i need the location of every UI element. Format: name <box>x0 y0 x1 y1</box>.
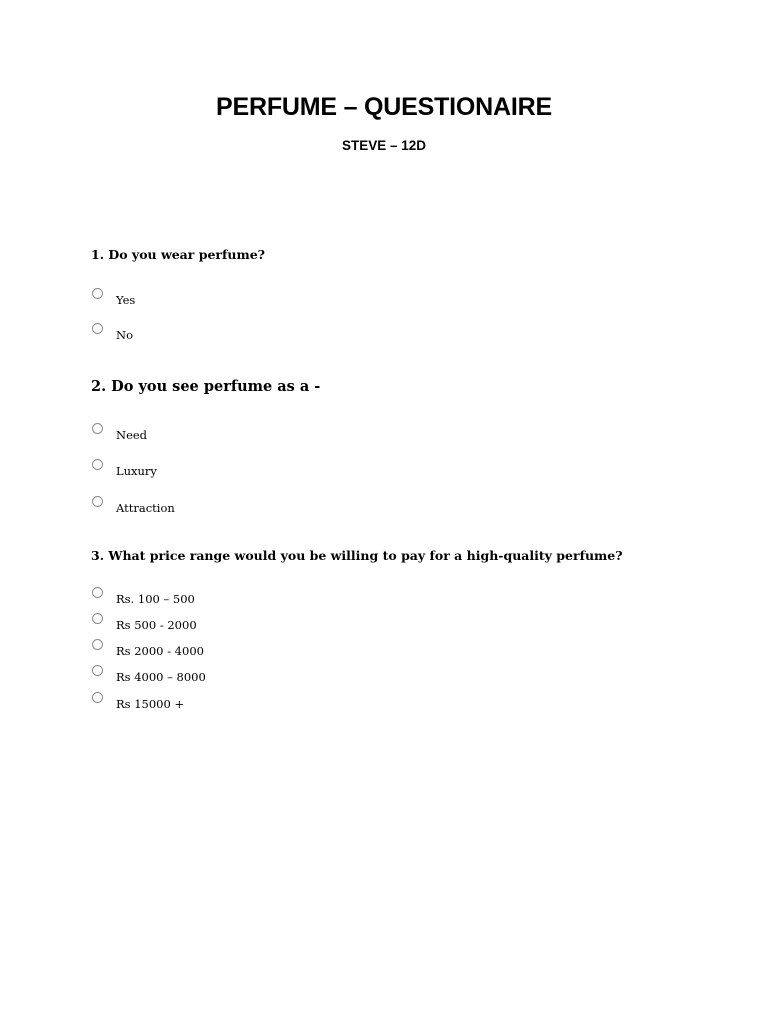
option-yes[interactable] <box>92 288 136 307</box>
option-need[interactable] <box>92 423 148 442</box>
option-label: Need <box>116 428 148 442</box>
option-price-4000-8000[interactable] <box>92 665 206 684</box>
radio-button-icon[interactable] <box>92 692 103 703</box>
option-label: Luxury <box>116 464 157 478</box>
radio-button-icon[interactable] <box>92 323 103 334</box>
radio-button-icon[interactable] <box>92 496 103 507</box>
option-price-500-2000[interactable] <box>92 613 197 632</box>
radio-button-icon[interactable] <box>92 459 103 470</box>
radio-button-icon[interactable] <box>92 613 103 624</box>
option-label: Rs 2000 - 4000 <box>116 644 204 658</box>
page-title: PERFUME – QUESTIONAIRE <box>216 93 552 121</box>
radio-button-icon[interactable] <box>92 288 103 299</box>
option-no[interactable] <box>92 323 133 342</box>
option-price-2000-4000[interactable] <box>92 639 204 658</box>
question-3: 3. What price range would you be willing to pay for a high-quality perfume? <box>91 548 623 563</box>
radio-button-icon[interactable] <box>92 639 103 650</box>
option-label: Rs 15000 + <box>116 697 185 711</box>
option-label: Rs. 100 – 500 <box>116 592 195 606</box>
option-label: No <box>116 328 133 342</box>
option-label: Yes <box>116 293 136 307</box>
question-1: 1. Do you wear perfume? <box>91 247 265 262</box>
option-label: Rs 500 - 2000 <box>116 618 197 632</box>
page-subtitle: STEVE – 12D <box>341 138 427 153</box>
question-2: 2. Do you see perfume as a - <box>91 378 321 395</box>
option-attraction[interactable] <box>92 496 175 515</box>
radio-button-icon[interactable] <box>92 587 103 598</box>
radio-button-icon[interactable] <box>92 423 103 434</box>
option-label: Rs 4000 – 8000 <box>116 670 206 684</box>
option-price-100-500[interactable] <box>92 587 195 606</box>
option-luxury[interactable] <box>92 459 157 478</box>
option-label: Attraction <box>116 501 175 515</box>
option-price-15000-plus[interactable] <box>92 692 185 711</box>
radio-button-icon[interactable] <box>92 665 103 676</box>
